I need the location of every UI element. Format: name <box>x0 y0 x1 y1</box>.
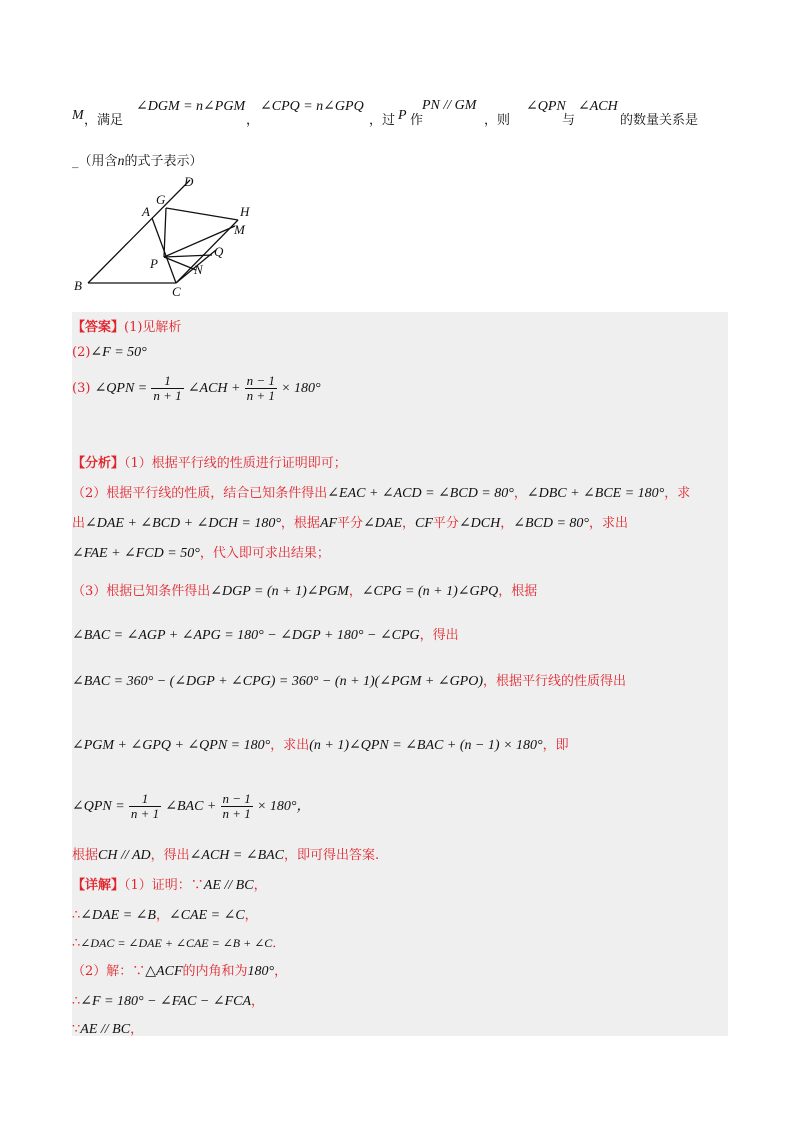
answer-part3-prefix: (3) <box>72 381 91 396</box>
fig-label-q: Q <box>214 244 224 259</box>
detail-line-3 <box>72 932 285 951</box>
line-pm <box>164 226 235 257</box>
detail-d2-therefore: ∴ <box>72 908 81 923</box>
comma-guo: ，过 <box>369 113 396 128</box>
analysis-a2-expr2: ∠DBC + ∠BCE = 180° <box>526 486 665 501</box>
detail-d5-end: ， <box>251 994 265 1009</box>
label-p: P <box>398 108 407 123</box>
analysis-frac-2-num: n − 1 <box>222 791 251 806</box>
analysis-a7-expr: ∠BAC = 360° − (∠DGP + ∠CPG) = 360° − (n + 1)(∠PGM + ∠GPO) <box>72 674 484 689</box>
analysis-line-1 <box>72 452 347 471</box>
analysis-a2-tail: ，求 <box>664 486 691 501</box>
detail-line-4 <box>72 960 287 980</box>
analysis-a3-bcd: ∠BCD = 80° <box>513 516 590 531</box>
analysis-a5-expr2: ∠CPG = (n + 1)∠GPQ <box>361 584 499 599</box>
expr-qpn: ∠QPN <box>526 99 566 114</box>
analysis-a4-expr: ∠FAE + ∠FCD = 50° <box>72 546 200 561</box>
geometry-figure <box>70 170 270 300</box>
answer-part3-lhs: ∠QPN = <box>94 381 148 396</box>
detail-line-5 <box>72 990 264 1010</box>
detail-d4-val: 180° <box>247 964 275 979</box>
answer-frac-1-den: n + 1 <box>153 388 182 403</box>
text-zuo: 作 <box>410 113 424 128</box>
analysis-a10-expr1: CH // AD <box>98 848 151 863</box>
fig-label-m: M <box>234 222 245 237</box>
line-pq <box>164 255 212 257</box>
question-line-2 <box>72 150 203 170</box>
detail-d2-end: ， <box>244 908 258 923</box>
detail-d4-end: ， <box>274 964 288 979</box>
analysis-a7-tail: ，根据平行线的性质得出 <box>483 674 627 689</box>
answer-part2-prefix: (2) <box>72 345 91 360</box>
detail-d6-expr: AE // BC <box>80 1022 131 1037</box>
answer-part1: (1)见解析 <box>124 320 182 335</box>
label-m: M <box>72 108 84 123</box>
analysis-line-4 <box>72 542 330 562</box>
answer-line-1 <box>72 316 181 335</box>
analysis-a5-tail: ，根据 <box>498 584 538 599</box>
answer-frac-1-num: 1 <box>151 374 183 389</box>
answer-part3-tail: × 180° <box>281 381 321 396</box>
comma-1: ， <box>246 113 260 128</box>
analysis-a10-t3: ，即可得出答案. <box>284 848 380 863</box>
expr-ach: ∠ACH <box>578 99 618 114</box>
question-line-1 <box>72 98 732 138</box>
fig-label-b: B <box>74 278 82 293</box>
line-gh <box>166 208 238 220</box>
detail-d2-comma: ， <box>155 908 169 923</box>
text-tail: 的数量关系是 <box>620 113 699 128</box>
detail-d2-expr2: ∠CAE = ∠C <box>168 908 245 923</box>
fig-label-a: A <box>142 204 150 219</box>
text-hint-b: 的式子表示） <box>124 154 203 169</box>
analysis-line-7 <box>72 670 626 690</box>
detail-line-2 <box>72 904 258 924</box>
detail-d3-therefore: ∴ <box>72 936 81 951</box>
expr-cpq: ∠CPQ = n∠GPQ <box>260 99 364 114</box>
analysis-a4-tail: ，代入即可求出结果； <box>199 546 330 561</box>
analysis-a8-expr1: ∠PGM + ∠GPQ + ∠QPN = 180° <box>72 738 271 753</box>
text-yu: 与 <box>562 113 576 128</box>
detail-d4-text: （2）解：∵ <box>72 964 146 979</box>
answer-frac-2 <box>245 374 277 403</box>
fig-label-n: N <box>194 262 203 277</box>
answer-part2-expr: ∠F = 50° <box>90 345 147 360</box>
analysis-a2-expr1: ∠EAC + ∠ACD = ∠BCD = 80° <box>327 486 514 501</box>
analysis-a9-lhs: ∠QPN = <box>72 799 125 814</box>
detail-d5-expr: ∠F = 180° − ∠FAC − ∠FCA <box>80 994 252 1009</box>
analysis-a3-cf: CF <box>415 516 433 531</box>
analysis-a10-t2: ，得出 <box>150 848 190 863</box>
fig-label-p: P <box>150 256 158 271</box>
analysis-frac-1-num: 1 <box>129 792 161 807</box>
analysis-a5-text: （3）根据已知条件得出 <box>72 584 211 599</box>
analysis-line-5 <box>72 580 537 600</box>
text-hint-a: _（用含 <box>72 154 118 169</box>
detail-d6-because: ∵ <box>72 1022 81 1037</box>
analysis-a3-t1: ，根据 <box>280 516 320 531</box>
analysis-a2-text: （2）根据平行线的性质，结合已知条件得出 <box>72 486 328 501</box>
analysis-a5-comma: ， <box>348 584 362 599</box>
analysis-a8-t1: ，求出 <box>270 738 310 753</box>
detail-d5-therefore: ∴ <box>72 994 81 1009</box>
fig-label-h: H <box>240 204 250 219</box>
analysis-line-10 <box>72 844 379 864</box>
analysis-a3-expr1: ∠DAE + ∠BCD + ∠DCH = 180° <box>85 516 281 531</box>
text-satisfies: ，满足 <box>84 113 124 128</box>
expr-pn-gm: PN // GM <box>422 98 477 113</box>
analysis-a8-expr2: (n + 1)∠QPN = ∠BAC + (n − 1) × 180° <box>309 738 543 753</box>
analysis-a1: （1）根据平行线的性质进行证明即可； <box>124 456 347 471</box>
analysis-a9-mid: ∠BAC + <box>165 799 217 814</box>
analysis-a3-dae: ∠DAE <box>363 516 403 531</box>
analysis-line-8 <box>72 734 569 754</box>
detail-d6-end: ， <box>130 1022 144 1037</box>
analysis-frac-2 <box>221 792 253 821</box>
analysis-a9-tail: × 180°， <box>256 799 311 814</box>
detail-d4-mid: 的内角和为 <box>182 964 248 979</box>
detail-d3-expr: ∠DAC = ∠DAE + ∠CAE = ∠B + ∠C <box>80 936 273 950</box>
detail-line-1 <box>72 874 267 894</box>
analysis-a2-comma: ， <box>513 486 527 501</box>
detail-line-6 <box>72 1018 143 1038</box>
analysis-a3-af: AF <box>319 516 338 531</box>
analysis-a6-expr: ∠BAC = ∠AGP + ∠APG = 180° − ∠DGP + 180° − ∠CPG <box>72 628 420 643</box>
answer-frac-1 <box>151 374 183 403</box>
line-gp <box>164 208 166 257</box>
answer-tag: 【答案】 <box>72 320 125 335</box>
detail-d4-expr: △ACF <box>145 964 183 979</box>
analysis-frac-1-den: n + 1 <box>130 806 160 821</box>
analysis-line-2 <box>72 482 690 502</box>
analysis-line-9 <box>72 792 310 821</box>
analysis-a3-t3: ， <box>402 516 416 531</box>
fig-label-d: D <box>184 174 194 189</box>
analysis-a3-t4: 平分 <box>432 516 459 531</box>
analysis-frac-1 <box>129 792 161 821</box>
comma-ze: ，则 <box>484 113 511 128</box>
fig-label-c: C <box>172 284 181 299</box>
expr-dgm: ∠DGM = n∠PGM <box>136 99 246 114</box>
fig-label-g: G <box>156 192 166 207</box>
analysis-a3-t6: ，求出 <box>589 516 629 531</box>
analysis-line-3 <box>72 512 628 532</box>
var-n: n <box>117 154 125 169</box>
analysis-a3-t5: ， <box>500 516 514 531</box>
detail-tag: 【详解】 <box>72 878 125 893</box>
detail-d1-expr: AE // BC <box>203 878 254 893</box>
analysis-a3-chu: 出 <box>72 516 86 531</box>
analysis-frac-2-den: n + 1 <box>222 806 251 821</box>
analysis-tag: 【分析】 <box>72 456 125 471</box>
answer-frac-2-num: n − 1 <box>246 373 275 388</box>
line-bd <box>88 180 190 283</box>
analysis-a3-t2: 平分 <box>337 516 364 531</box>
detail-d3-end: ． <box>272 936 286 951</box>
line-ch <box>176 220 238 283</box>
analysis-a5-expr1: ∠DGP = (n + 1)∠PGM <box>210 584 349 599</box>
analysis-line-6 <box>72 624 459 644</box>
answer-part3-mid: ∠ACH + <box>187 381 241 396</box>
analysis-a10-t1: 根据 <box>72 848 99 863</box>
analysis-a8-tail: ，即 <box>542 738 569 753</box>
analysis-a6-tail: ，得出 <box>419 628 459 643</box>
detail-d1-comma: ， <box>253 878 267 893</box>
analysis-a3-dch: ∠DCH <box>458 516 501 531</box>
answer-frac-2-den: n + 1 <box>246 388 275 403</box>
detail-d1-text: （1）证明：∵ <box>124 878 204 893</box>
analysis-a10-expr2: ∠ACH = ∠BAC <box>189 848 285 863</box>
answer-line-3 <box>72 374 321 403</box>
detail-d2-expr1: ∠DAE = ∠B <box>80 908 156 923</box>
answer-line-2 <box>72 344 147 361</box>
